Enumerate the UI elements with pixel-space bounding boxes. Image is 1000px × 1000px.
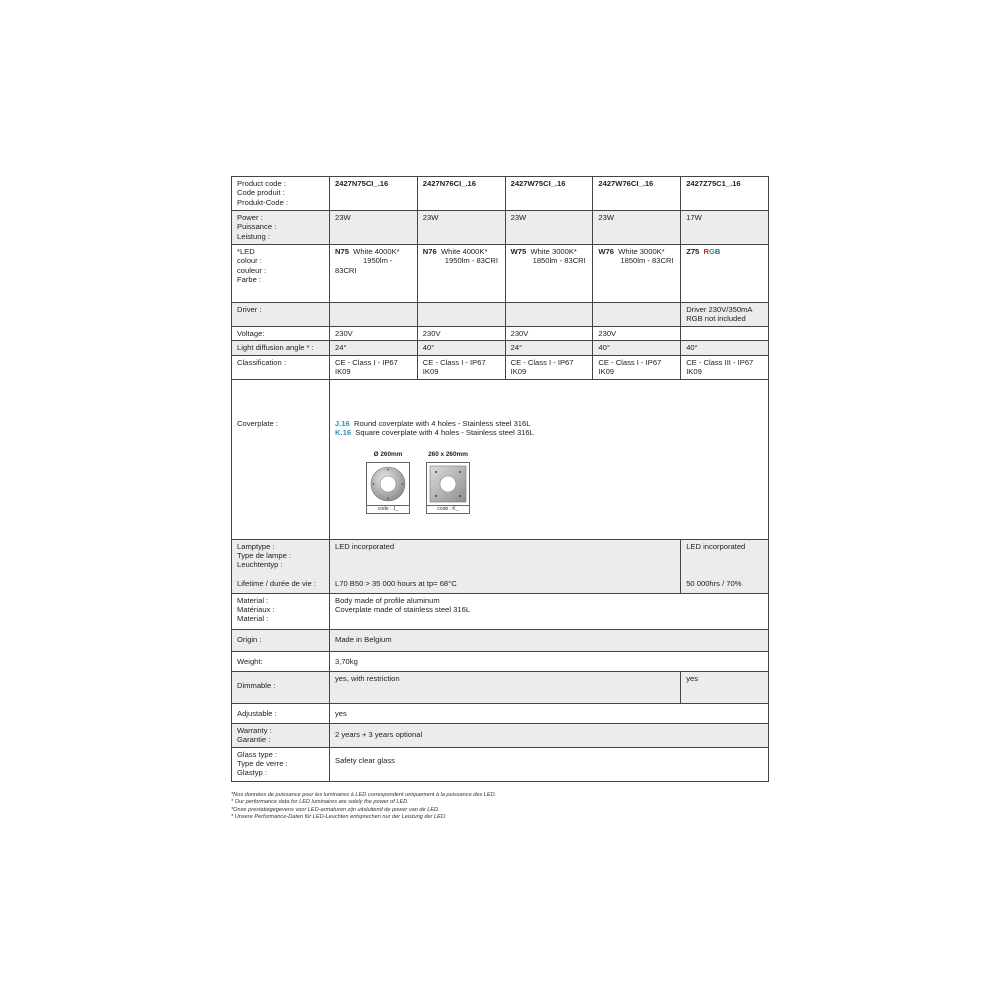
- driver-1: [330, 303, 418, 327]
- label-origin: Origin :: [232, 629, 330, 651]
- coverplate-images: [365, 451, 764, 514]
- row-lamptype: [232, 539, 769, 593]
- dimmable-alt: yes: [681, 671, 769, 703]
- coverplate-k-code: K.16: [335, 428, 352, 438]
- coverplate-cell: [330, 379, 769, 539]
- led-lumen-text: 1950lm - 83CRI: [335, 256, 393, 275]
- angle-4: 40°: [593, 341, 681, 355]
- rgb-g: G: [709, 247, 715, 256]
- led-code: W75: [510, 247, 527, 256]
- label-line: Material :: [237, 614, 269, 624]
- material-line: Coverplate made of stainless steel 316L: [335, 605, 471, 615]
- classification-3: [505, 355, 593, 379]
- label-led-colour: [232, 245, 330, 303]
- coverplate-k-line: [335, 428, 764, 437]
- label-classification: Classification :: [232, 355, 330, 379]
- row-dimmable: [232, 671, 769, 703]
- led-colour-text: White 4000K*: [440, 247, 488, 256]
- product-code-3: 2427W75CI_.16: [505, 177, 593, 211]
- led-colour-1: [330, 245, 418, 303]
- power-5: 17W: [681, 211, 769, 245]
- product-code-1: 2427N75CI_.16: [330, 177, 418, 211]
- label-line: Warranty :: [237, 725, 272, 735]
- origin-cell: Made in Belgium: [330, 629, 769, 651]
- power-3: 23W: [505, 211, 593, 245]
- lamptype-main-text: LED incorporated: [335, 541, 395, 551]
- label-dimmable: Dimmable :: [232, 671, 330, 703]
- label-coverplate: Coverplate :: [232, 379, 330, 539]
- power-4: 23W: [593, 211, 681, 245]
- row-driver: [232, 303, 769, 327]
- class-line: IK09: [422, 367, 439, 377]
- label-weight: Weight:: [232, 651, 330, 671]
- label-power: [232, 211, 330, 245]
- label-line: Leistung :: [237, 231, 270, 241]
- label-line: couleur :: [237, 265, 267, 275]
- product-code-5: 2427Z75C1_.16: [681, 177, 769, 211]
- footnote-de: * Unsere Performance-Daten für LED-Leuchten entsprechen nur der Leistung der LED.: [231, 814, 447, 821]
- label-line: Produkt-Code :: [237, 197, 289, 207]
- label-voltage: Voltage:: [232, 326, 330, 340]
- warranty-cell: 2 years + 3 years optional: [330, 723, 769, 747]
- label-lifetime: Lifetime / durée de vie :: [237, 578, 316, 588]
- label-line: Farbe :: [237, 275, 262, 285]
- driver-4: [593, 303, 681, 327]
- class-line: CE - Class III - IP67: [686, 357, 754, 367]
- led-colour-5: [681, 245, 769, 303]
- dimmable-main: yes, with restriction: [330, 671, 681, 703]
- led-colour-text: White 3000K*: [618, 247, 665, 256]
- voltage-4: 230V: [593, 326, 681, 340]
- led-code: W76: [598, 247, 615, 256]
- footnote-en: * Our performance data for LED luminaires are solely the power of LED.: [231, 799, 409, 806]
- label-material: [232, 593, 330, 629]
- label-line: Code produit :: [237, 188, 285, 198]
- coverplate-j-text: Round coverplate with 4 holes - Stainless steel 316L: [354, 418, 531, 428]
- label-line: Type de lampe :: [237, 551, 292, 561]
- class-line: IK09: [335, 367, 351, 377]
- label-line: Product code :: [237, 179, 286, 188]
- led-colour-text: White 3000K*: [530, 247, 577, 256]
- row-voltage: [232, 326, 769, 340]
- row-product-code: [232, 177, 769, 211]
- class-line: CE - Class I - IP67: [510, 357, 574, 367]
- voltage-2: 230V: [417, 326, 505, 340]
- square-coverplate: [425, 451, 471, 514]
- angle-2: 40°: [417, 341, 505, 355]
- square-coverplate-icon: [426, 462, 470, 506]
- weight-cell: 3,70kg: [330, 651, 769, 671]
- classification-1: [330, 355, 418, 379]
- class-line: IK09: [510, 367, 527, 377]
- led-colour-3: [505, 245, 593, 303]
- lamptype-alt: [681, 539, 769, 593]
- row-warranty: [232, 723, 769, 747]
- material-cell: [330, 593, 769, 629]
- row-classification: [232, 355, 769, 379]
- voltage-1: 230V: [330, 326, 418, 340]
- angle-3: 24°: [505, 341, 593, 355]
- rgb-b: B: [714, 247, 721, 256]
- round-coverplate-icon: [366, 462, 410, 506]
- row-coverplate: [232, 379, 769, 539]
- label-line: Glass type :: [237, 749, 278, 759]
- label-angle: Light diffusion angle * :: [232, 341, 330, 355]
- footnote-fr: *Nos données de puissance pour les luminaires à LED correspondent uniquement à la puissance des LED.: [231, 792, 497, 798]
- rgb-r: R: [703, 247, 709, 256]
- angle-1: 24°: [330, 341, 418, 355]
- class-line: CE - Class I - IP67: [598, 357, 662, 367]
- material-line: Body made of profile aluminum: [335, 595, 440, 605]
- row-adjustable: [232, 703, 769, 723]
- round-coverplate-caption: code : J_: [366, 506, 410, 514]
- label-line: Material :: [237, 595, 269, 605]
- led-code: N76: [422, 247, 437, 256]
- classification-4: [593, 355, 681, 379]
- led-colour-text: White 4000K*: [353, 247, 400, 256]
- led-lumen-text: 1950lm - 83CRI: [444, 256, 498, 266]
- footnotes: [231, 792, 771, 822]
- label-driver: Driver :: [232, 303, 330, 327]
- label-line: Type de verre :: [237, 759, 288, 769]
- footnote-nl: *Onze prestatiegegevens voor LED-armaturen zijn uitsluitend de power van de LED.: [231, 806, 440, 813]
- label-line: Matériaux :: [237, 605, 275, 615]
- lamptype-alt-text: LED incorporated: [686, 541, 746, 551]
- led-colour-4: [593, 245, 681, 303]
- voltage-5: [681, 326, 769, 340]
- product-code-2: 2427N76CI_.16: [417, 177, 505, 211]
- product-code-4: 2427W76CI_.16: [593, 177, 681, 211]
- led-colour-2: [417, 245, 505, 303]
- row-power: [232, 211, 769, 245]
- class-line: IK09: [598, 367, 615, 377]
- row-origin: [232, 629, 769, 651]
- row-glass: [232, 747, 769, 781]
- label-line: Garantie :: [237, 735, 271, 745]
- label-product-code: [232, 177, 330, 211]
- driver-5: Driver 230V/350mA RGB not included: [681, 303, 769, 327]
- lamptype-main: [330, 539, 681, 593]
- label-line: Lamptype :: [237, 541, 275, 551]
- voltage-3: 230V: [505, 326, 593, 340]
- led-code: N75: [335, 247, 349, 256]
- class-line: CE - Class I - IP67: [335, 357, 398, 367]
- glass-cell: Safety clear glass: [330, 747, 769, 781]
- adjustable-cell: yes: [330, 703, 769, 723]
- row-led-colour: [232, 245, 769, 303]
- row-weight: [232, 651, 769, 671]
- label-line: Leuchtentyp :: [237, 560, 283, 570]
- lifetime-main-text: L70 B50 > 35 000 hours at tp= 68°C: [335, 578, 457, 588]
- round-coverplate-dim: Ø 260mm: [373, 451, 403, 459]
- coverplate-j-line: [335, 419, 764, 428]
- power-1: 23W: [330, 211, 418, 245]
- label-line: Glastyp :: [237, 768, 267, 778]
- label-glass: [232, 747, 330, 781]
- coverplate-j-code: J.16: [335, 418, 350, 428]
- class-line: IK09: [686, 367, 702, 377]
- led-lumen-text: 1850lm - 83CRI: [620, 256, 674, 266]
- led-lumen-text: 1850lm - 83CRI: [532, 256, 586, 266]
- label-line: *LED: [237, 247, 255, 256]
- coverplate-k-text: Square coverplate with 4 holes - Stainless steel 316L: [355, 428, 534, 438]
- driver-2: [417, 303, 505, 327]
- angle-5: 40°: [681, 341, 769, 355]
- label-line: colour :: [237, 256, 262, 266]
- row-material: [232, 593, 769, 629]
- label-line: Power :: [237, 213, 263, 222]
- label-adjustable: Adjustable :: [232, 703, 330, 723]
- power-2: 23W: [417, 211, 505, 245]
- square-coverplate-dim: 260 x 260mm: [428, 451, 468, 459]
- label-lamptype: [232, 539, 330, 593]
- class-line: CE - Class I - IP67: [422, 357, 486, 367]
- row-angle: [232, 341, 769, 355]
- label-warranty: [232, 723, 330, 747]
- lifetime-alt-text: 50 000hrs / 70%: [686, 578, 742, 588]
- round-coverplate: [365, 451, 411, 514]
- classification-2: [417, 355, 505, 379]
- label-line: Puissance :: [237, 222, 277, 232]
- driver-3: [505, 303, 593, 327]
- led-code: Z75: [686, 247, 700, 256]
- spec-table: [231, 176, 769, 782]
- classification-5: [681, 355, 769, 379]
- square-coverplate-caption: code : K_: [426, 506, 470, 514]
